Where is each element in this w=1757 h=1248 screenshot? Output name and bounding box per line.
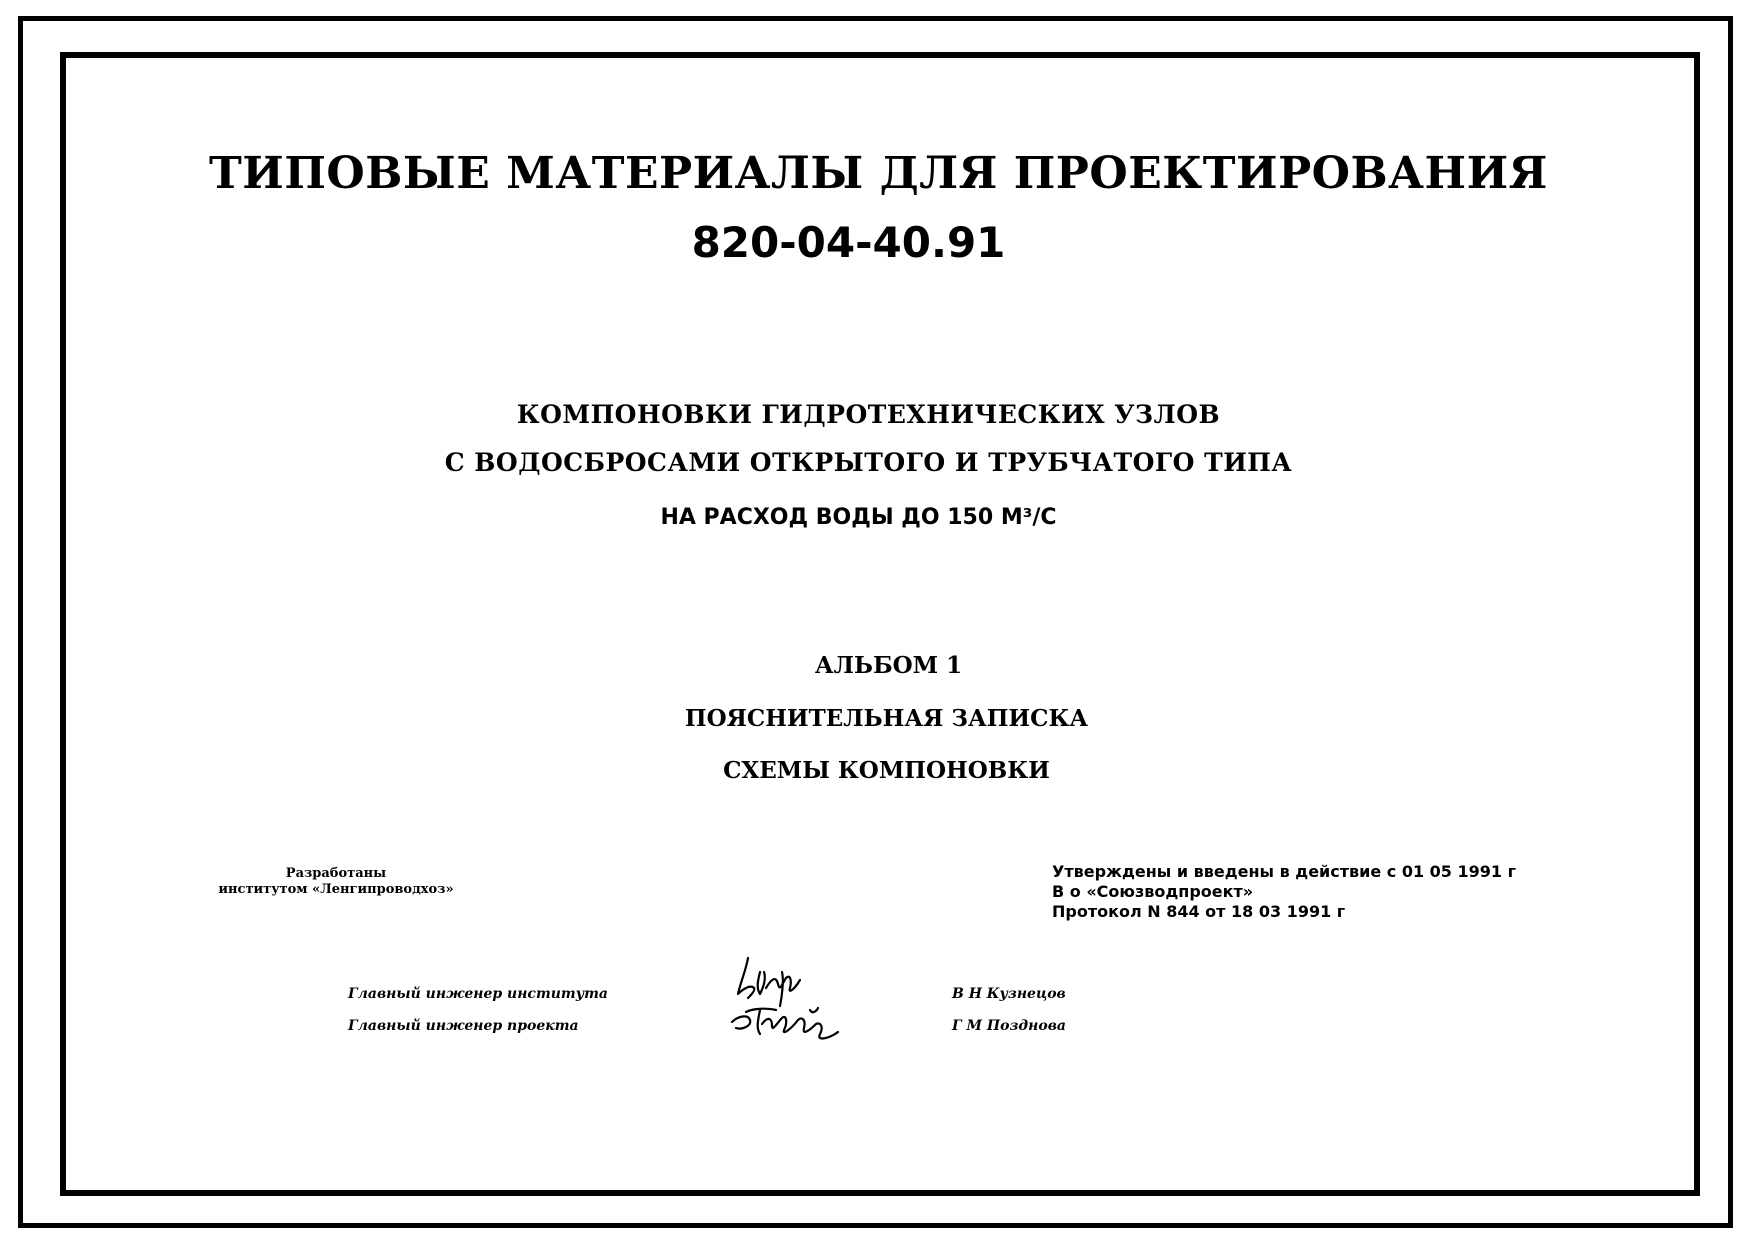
name-kuznetsov: В Н Кузнецов [952, 986, 1066, 1002]
subject-line-2: С ВОДОСБРОСАМИ ОТКРЫТОГО И ТРУБЧАТОГО ТИПА [444, 448, 1293, 477]
role-chief-engineer-project: Главный инженер проекта [348, 1018, 579, 1034]
developer-block [186, 866, 486, 898]
subject-line-3: НА РАСХОД ВОДЫ ДО 150 М³/С [660, 505, 1057, 530]
document-code: 820-04-40.91 [691, 218, 1006, 267]
signatory-names [952, 978, 1066, 1042]
subject-line-1: КОМПОНОВКИ ГИДРОТЕХНИЧЕСКИХ УЗЛОВ [516, 400, 1221, 429]
developer-line-1: Разработаны [285, 866, 387, 881]
name-pozdnova: Г М Позднова [952, 1018, 1066, 1034]
signatory-roles [348, 978, 608, 1042]
album-part-layout-schemes: СХЕМЫ КОМПОНОВКИ [723, 757, 1050, 784]
album-part-explanatory-note: ПОЯСНИТЕЛЬНАЯ ЗАПИСКА [684, 705, 1089, 732]
approval-line-2: В о «Союзводпроект» [1052, 882, 1254, 901]
developer-line-2: институтом «Ленгипроводхоз» [218, 882, 454, 897]
role-chief-engineer-institute: Главный инженер института [348, 986, 609, 1002]
approval-block [1052, 862, 1516, 922]
document-title: ТИПОВЫЕ МАТЕРИАЛЫ ДЛЯ ПРОЕКТИРОВАНИЯ [209, 148, 1548, 199]
approval-line-1: Утверждены и введены в действие с 01 05 1991 г [1052, 862, 1516, 881]
album-number: АЛЬБОМ 1 [814, 652, 963, 679]
signatures-image [720, 950, 860, 1050]
approval-line-3: Протокол N 844 от 18 03 1991 г [1052, 902, 1346, 921]
